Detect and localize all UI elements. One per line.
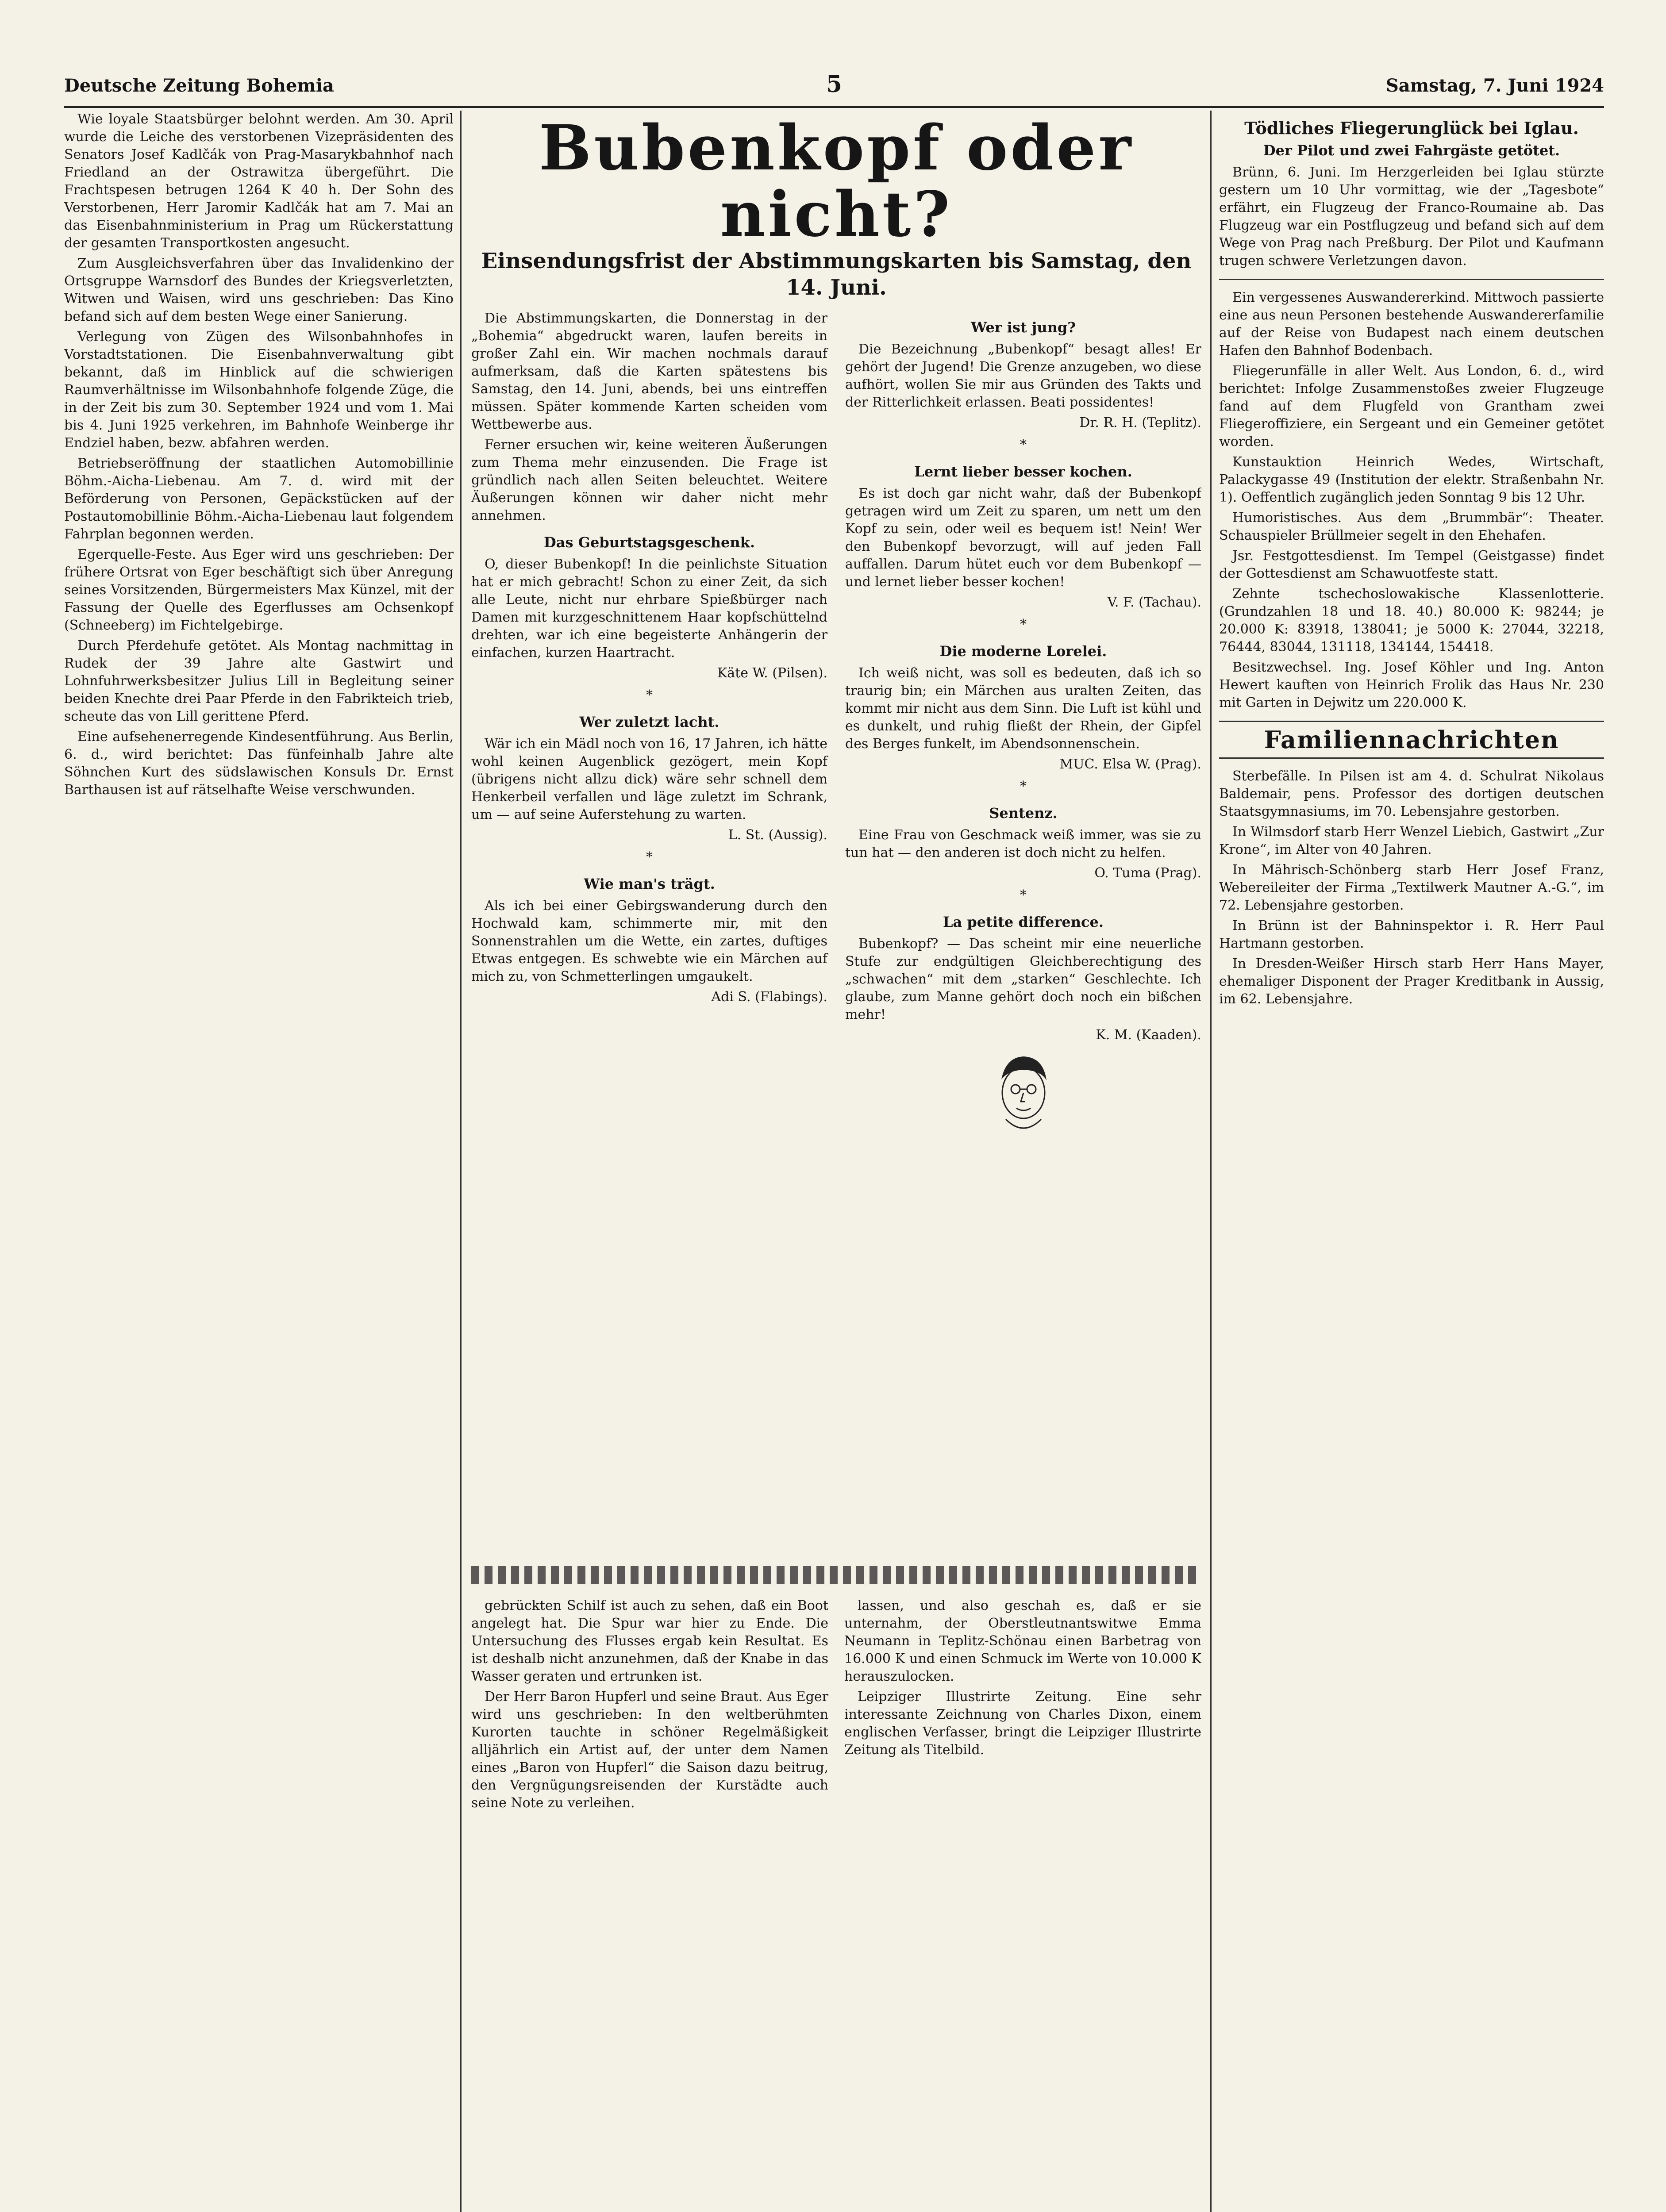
- article-paragraph: Jsr. Festgottesdienst. Im Tempel (Geistgasse) findet der Gottesdienst am Schawuotfeste statt.: [1219, 548, 1604, 581]
- article-paragraph: Ein vergessenes Auswandererkind. Mittwoch passierte eine aus neun Personen bestehende Auswandererfamilie auf der Reise von Budapest nach einem deutschen Hafen den Bahnhof Bodenbach.: [1219, 290, 1604, 358]
- article-paragraph: Humoristisches. Aus dem „Brummbär“: Theater. Schauspieler Brüllmeier segelt in den Ehehafen.: [1219, 510, 1604, 543]
- letter-signature: V. F. (Tachau).: [1107, 595, 1201, 610]
- article-paragraph: gebrückten Schilf ist auch zu sehen, daß ein Boot angelegt hat. Die Spur war hier zu Ende. Die Untersuchung des Flusses ergab kein Resultat. Es ist deshalb nicht anzunehmen, daß der Knabe in das Wasser geraten und ertrunken ist.: [471, 1598, 828, 1684]
- section-divider: [1219, 721, 1604, 722]
- letter-signature: K. M. (Kaaden).: [1096, 1027, 1201, 1043]
- separator-star: *: [646, 849, 653, 865]
- issue-date: Samstag, 7. Juni 1924: [1385, 75, 1604, 96]
- letter-signature: L. St. (Aussig).: [728, 827, 827, 843]
- intro-paragraph: Ferner ersuchen wir, keine weiteren Äußerungen zum Thema mehr einzusenden. Die Frage ist gründlich nach allen Seiten beleuchtet. Weitere Äußerungen können wir daher nicht mehr annehmen.: [471, 437, 827, 523]
- article-headline: Tödliches Fliegerunglück bei Iglau.: [1244, 118, 1579, 138]
- feature-title: Bubenkopf oder nicht?: [539, 112, 1134, 251]
- page-header: [64, 71, 1604, 102]
- letter-text: O, dieser Bubenkopf! In die peinlichste Situation hat er mich gebracht! Schon zu einer Zeit, da sich alle Leute, nicht nur ehrbare Spießbürger nach Damen mit kurzgeschnittenem Haar kopfschüttelnd drehten, war ich eine begeisterte Anhängerin der einfachen, kurzen Haartracht.: [471, 557, 827, 661]
- article-paragraph: Betriebseröffnung der staatlichen Automobillinie Böhm.-Aicha-Liebenau. Am 7. d. wird mit der Beförderung von Personen, Gepäckstücken auf der Postautomobillinie Böhm.-Aicha-Liebenau laut folgendem Fahrplan begonnen werden.: [64, 456, 454, 542]
- header-rule: [64, 106, 1604, 108]
- article-paragraph: Brünn, 6. Juni. Im Herzgerleiden bei Iglau stürzte gestern um 10 Uhr vormittag, wie der „Tagesbote“ erfährt, ein Flugzeug der Franco-Roumaine ab. Das Flugzeug war ein Postflugzeug und befand sich auf dem Wege von Prag nach Preßburg. Der Pilot und Kaufmann trugen schwere Verletzungen davon.: [1219, 165, 1604, 269]
- article-paragraph: Fliegerunfälle in aller Welt. Aus London, 6. d., wird berichtet: Infolge Zusammenstoßes zweier Flugzeuge fand auf dem Flugfeld von Grantham zwei Fliegeroffiziere, ein Sergeant und ein Gemeiner getötet worden.: [1219, 363, 1604, 449]
- section-divider: [1219, 757, 1604, 759]
- letter-text: Es ist doch gar nicht wahr, daß der Bubenkopf getragen wird um Zeit zu sparen, um nett um den Kopf zu sein, oder weil es bequem ist! Nein! Wer den Bubenkopf bevorzugt, will auf jeden Fall auffallen. Darum hütet euch vor dem Bubenkopf — und lernet lieber besser kochen!: [845, 486, 1201, 590]
- article-paragraph: Besitzwechsel. Ing. Josef Köhler und Ing. Anton Hewert kauften von Heinrich Frolik das Haus Nr. 230 mit Garten in Dejwitz um 220.000 K.: [1219, 660, 1604, 710]
- bubikopf-caricature-illustration: [988, 1048, 1059, 1137]
- obituary-paragraph: In Wilmsdorf starb Herr Wenzel Liebich, Gastwirt „Zur Krone“, im Alter von 40 Jahren.: [1219, 824, 1604, 857]
- letter-text: Eine Frau von Geschmack weiß immer, was sie zu tun hat — den anderen ist doch nicht zu helfen.: [845, 827, 1201, 860]
- letter-title: Wer ist jung?: [970, 319, 1076, 336]
- obituary-paragraph: In Mährisch-Schönberg starb Herr Josef Franz, Webereileiter der Firma „Textilwerk Mautner A.-G.“, im 72. Lebensjahre gestorben.: [1219, 862, 1604, 913]
- letter-title: Wer zuletzt lacht.: [579, 714, 719, 730]
- letter-title: Die moderne Lorelei.: [939, 643, 1107, 660]
- obituary-paragraph: In Brünn ist der Bahninspektor i. R. Herr Paul Hartmann gestorben.: [1219, 918, 1604, 951]
- feature-subtitle: Einsendungsfrist der Abstimmungskarten bis Samstag, den 14. Juni.: [481, 249, 1192, 300]
- feature-bubenkopf: [471, 111, 1201, 1548]
- page-number: 5: [826, 71, 843, 98]
- letter-signature: Adi S. (Flabings).: [711, 989, 827, 1005]
- letter-title: La petite difference.: [943, 914, 1104, 930]
- separator-star: *: [646, 687, 653, 703]
- family-news-heading: Familiennachrichten: [1264, 726, 1559, 754]
- article-subheadline: Der Pilot und zwei Fahrgäste getötet.: [1263, 142, 1560, 159]
- letter-text: Die Bezeichnung „Bubenkopf“ besagt alles! Er gehört der Jugend! Die Grenze anzugeben, wo diese aufhört, wollen Sie mir aus Gründen des Takts und der Ritterlichkeit erlassen. Beati possidentes!: [845, 342, 1201, 410]
- article-paragraph: Kunstauktion Heinrich Wedes, Wirtschaft, Palackygasse 49 (Institution der elektr. Straßenbahn Nr. 1). Oeffentlich zugänglich jeden Sonntag 9 bis 12 Uhr.: [1219, 454, 1604, 505]
- ornamental-divider: [471, 1566, 1201, 1584]
- separator-star: *: [1020, 437, 1027, 453]
- letter-signature: Dr. R. H. (Teplitz).: [1079, 415, 1201, 430]
- article-paragraph: Eine aufsehenerregende Kindesentführung. Aus Berlin, 6. d., wird berichtet: Das fünfeinhalb Jahre alte Söhnchen Kurt des südslawischen Konsuls Dr. Ernst Barthausen ist auf rätselhafte Weise verschwunden.: [64, 729, 454, 798]
- letter-text: Wär ich ein Mädl noch von 16, 17 Jahren, ich hätte wohl keinen Augenblick gezögert, mein Kopf (übrigens nicht allzu dick) wäre sehr schnell dem Henkerbeil verfallen und läge zuletzt im Schrank, um — auf seine Auferstehung zu warten.: [471, 736, 827, 822]
- article-paragraph: Verlegung von Zügen des Wilsonbahnhofes in Vorstadtstationen. Die Eisenbahnverwaltung gibt bekannt, daß im Hinblick auf die schwierigen Raumverhältnisse im Wilsonbahnhofe folgende Züge, die in der Zeit bis zum 30. September 1924 und vom 1. Mai bis 4. Juni 1925 verkehren, im Bahnhofe Weinberge ihr Endziel haben, bezw. abfahren werden.: [64, 329, 454, 451]
- separator-star: *: [1020, 617, 1027, 632]
- obituary-paragraph: Sterbefälle. In Pilsen ist am 4. d. Schulrat Nikolaus Baldemair, pens. Professor des dortigen deutschen Staatsgymnasiums, im 70. Lebensjahre gestorben.: [1219, 768, 1604, 819]
- article-paragraph: lassen, und also geschah es, daß er sie unternahm, der Oberstleutnantswitwe Emma Neumann in Teplitz-Schönau einen Barbetrag von 16.000 K und einen Schmuck im Werte von 10.000 K herauszulocken.: [844, 1598, 1201, 1684]
- section-divider: [1219, 279, 1604, 280]
- article-paragraph: Egerquelle-Feste. Aus Eger wird uns geschrieben: Der frühere Ortsrat von Eger beschäftigt sich über Anregung seines Vorsitzenden, Bürgermeisters Max Künzel, mit der Fassung der Quelle des Egerflusses am Ochsenkopf (Schneeberg) im Fichtelgebirge.: [64, 547, 454, 633]
- letter-title: Das Geburtstagsgeschenk.: [544, 534, 755, 551]
- column-divider: [1210, 111, 1212, 2212]
- letter-signature: MUC. Elsa W. (Prag).: [1059, 757, 1201, 772]
- article-paragraph: Leipziger Illustrirte Zeitung. Eine sehr interessante Zeichnung von Charles Dixon, einem englischen Verfasser, bringt die Leipziger Illustrirte Zeitung als Titelbild.: [844, 1689, 1201, 1758]
- feature-column-right: [845, 310, 1201, 1141]
- article-paragraph: Wie loyale Staatsbürger belohnt werden. Am 30. April wurde die Leiche des verstorbenen Vizepräsidenten des Senators Josef Kadlčák von Prag-Masarykbahnhof nach Friedland an der Ostrawitza übergeführt. Die Frachtspesen betrugen 1264 K 40 h. Der Sohn des Verstorbenen, Herr Jaromir Kadlčák hat am 7. Mai an das Eisenbahnministerium in Prag um Rückerstattung der gesamten Transportkosten angesucht.: [64, 111, 454, 251]
- column-divider: [460, 111, 462, 2212]
- article-paragraph: Der Herr Baron Hupferl und seine Braut. Aus Eger wird uns geschrieben: In den weltberühmten Kurorten tauchte in schöner Regelmäßigkeit alljährlich ein Artist auf, der unter dem Namen eines „Baron von Hupferl“ die Saison dazu beitrug, den Vergnügungsreisenden der Kurstädte auch seine Note zu verleihen.: [471, 1689, 828, 1811]
- newspaper-name: Deutsche Zeitung Bohemia: [64, 75, 334, 96]
- letter-text: Als ich bei einer Gebirgswanderung durch den Hochwald kam, schimmerte mir, mit den Sonnenstrahlen um die Wette, ein zartes, duftiges Etwas entgegen. Es schwebte wie ein Märchen auf mich zu, von Schmetterlingen umgaukelt.: [471, 898, 827, 984]
- separator-star: *: [1020, 779, 1027, 794]
- letter-title: Wie man's trägt.: [584, 876, 715, 892]
- letter-title: Lernt lieber besser kochen.: [914, 463, 1132, 480]
- letter-signature: O. Tuma (Prag).: [1094, 865, 1201, 881]
- intro-paragraph: Die Abstimmungskarten, die Donnerstag in der „Bohemia“ abgedruckt waren, laufen bereits in großer Zahl ein. Wir machen nochmals darauf aufmerksam, daß die Karten spätestens bis Samstag, den 14. Juni, abends, bei uns eintreffen müssen. Später kommende Karten scheiden vom Wettbewerbe aus.: [471, 311, 827, 432]
- letter-title: Sentenz.: [989, 805, 1058, 822]
- news-bottom-middle: [471, 1597, 1201, 2212]
- news-column-left: [64, 111, 454, 2212]
- separator-star: *: [1020, 887, 1027, 903]
- news-column-right: [1219, 111, 1604, 2212]
- letter-text: Ich weiß nicht, was soll es bedeuten, daß ich so traurig bin; ein Märchen aus uralten Zeiten, das kommt mir nicht aus dem Sinn. Die Luft ist kühl und es dunkelt, und ruhig fließt der Rhein, der Gipfel des Berges funkelt, im Abendsonnenschein.: [845, 665, 1201, 752]
- article-paragraph: Zehnte tschechoslowakische Klassenlotterie. (Grundzahlen 18 und 18. 40.) 80.000 K: 98244; je 20.000 K: 83918, 138041; je 5000 K: 27044, 32218, 76444, 83044, 131118, 134144, 154418.: [1219, 586, 1604, 655]
- letter-text: Bubenkopf? — Das scheint mir eine neuerliche Stufe zur endgültigen Gleichberechtigung des „schwachen“ mit dem „starken“ Geschlechte. Ich glaube, zum Manne gehört doch noch ein bißchen mehr!: [845, 936, 1201, 1022]
- article-paragraph: Zum Ausgleichsverfahren über das Invalidenkino der Ortsgruppe Warnsdorf des Bundes der Kriegsverletzten, Witwen und Waisen, wird uns geschrieben: Das Kino befand sich auf dem besten Wege einer Sanierung.: [64, 256, 454, 324]
- feature-column-left: [471, 310, 827, 1141]
- letter-signature: Käte W. (Pilsen).: [717, 665, 827, 681]
- article-paragraph: Durch Pferdehufe getötet. Als Montag nachmittag in Rudek der 39 Jahre alte Gastwirt und Lohnfuhrwerksbesitzer Julius Lill in Begleitung seiner beiden Knechte drei Paar Pferde in den Fabrikteich trieb, scheute das von Lill gerittene Pferd.: [64, 638, 454, 724]
- obituary-paragraph: In Dresden-Weißer Hirsch starb Herr Hans Mayer, ehemaliger Disponent der Prager Kreditbank in Aussig, im 62. Lebensjahre.: [1219, 956, 1604, 1007]
